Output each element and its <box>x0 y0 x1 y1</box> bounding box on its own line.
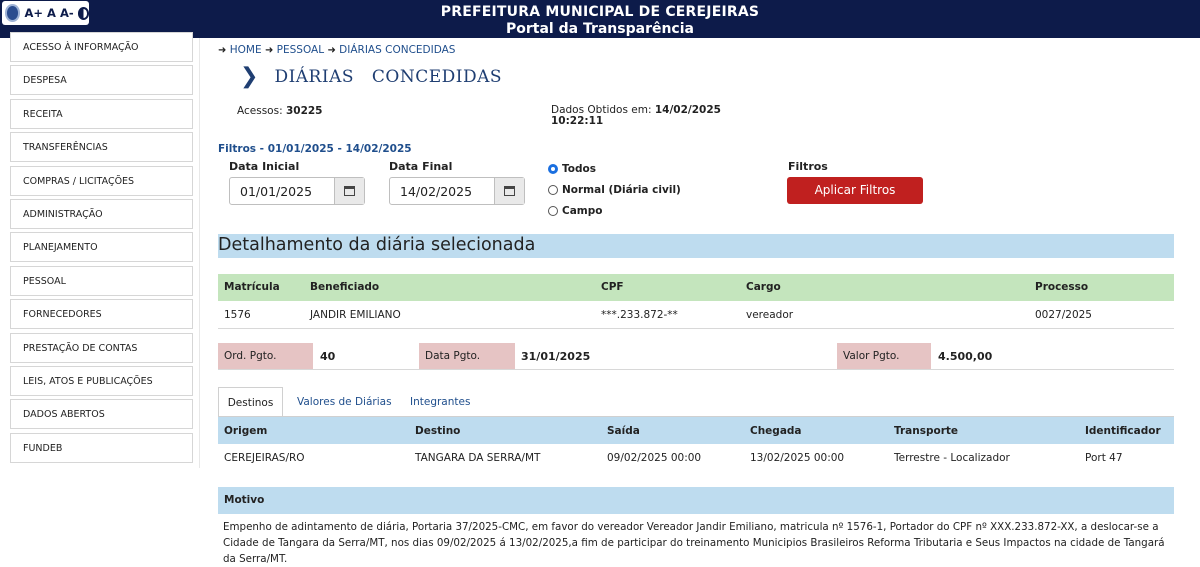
access-count-value: 30225 <box>285 105 323 117</box>
cell-chegada: 13/02/2025 00:00 <box>750 452 845 464</box>
cell-processo: 0027/2025 <box>1035 309 1092 321</box>
radio-todos-label: Todos <box>562 163 596 175</box>
col-transporte: Transporte <box>894 425 959 437</box>
breadcrumb-current[interactable]: DIÁRIAS CONCEDIDAS <box>339 44 456 56</box>
data-pgto-value: 31/01/2025 <box>521 350 591 363</box>
start-date-label: Data Inicial <box>229 160 300 173</box>
divider <box>218 328 1174 329</box>
arrow-right-icon: ➜ <box>218 45 227 56</box>
font-increase-button[interactable]: A+ <box>24 6 44 20</box>
page-title-block <box>240 64 502 89</box>
header-title: PREFEITURA MUNICIPAL DE CEREJEIRAS <box>440 4 760 20</box>
breadcrumb <box>218 44 455 56</box>
cell-identificador: Port 47 <box>1085 452 1123 464</box>
sidebar-item-acesso-informacao[interactable]: ACESSO À INFORMAÇÃO <box>10 32 193 62</box>
apply-filters-button[interactable]: Aplicar Filtros <box>787 177 923 204</box>
col-beneficiado: Beneficiado <box>310 281 380 293</box>
sidebar-item-administracao[interactable]: ADMINISTRAÇÃO <box>10 199 193 229</box>
sidebar-item-fornecedores[interactable]: FORNECEDORES <box>10 299 193 329</box>
start-date-field[interactable] <box>229 177 365 205</box>
ord-pgto-label: Ord. Pgto. <box>218 343 313 369</box>
sidebar-item-dados-abertos[interactable]: DADOS ABERTOS <box>10 399 193 429</box>
detail-heading: Detalhamento da diária selecionada <box>218 234 1174 258</box>
sidebar-item-prestacao-contas[interactable]: PRESTAÇÃO DE CONTAS <box>10 333 193 363</box>
tab-destinos[interactable]: Destinos <box>218 387 283 417</box>
motivo-label: Motivo <box>224 494 265 506</box>
calendar-icon[interactable] <box>494 178 524 204</box>
sidebar-item-fundeb[interactable]: FUNDEB <box>10 433 193 463</box>
access-count-label: Acessos: <box>237 105 283 117</box>
contrast-icon[interactable] <box>78 7 89 20</box>
motivo-header <box>218 487 1174 514</box>
tab-integrantes[interactable]: Integrantes <box>410 396 471 408</box>
radio-unchecked-icon[interactable] <box>548 206 558 216</box>
sidebar-item-leis[interactable]: LEIS, ATOS E PUBLICAÇÕES <box>10 366 193 396</box>
accessibility-bar <box>2 1 89 25</box>
filters-action-label: Filtros <box>788 160 828 173</box>
filters-summary: Filtros - 01/01/2025 - 14/02/2025 <box>218 143 412 155</box>
cell-beneficiado: JANDIR EMILIANO <box>310 309 401 321</box>
radio-campo[interactable] <box>548 205 602 217</box>
tab-bar <box>218 387 1174 417</box>
header-subtitle: Portal da Transparência <box>506 21 694 37</box>
sidebar-item-planejamento[interactable]: PLANEJAMENTO <box>10 232 193 262</box>
valor-pgto-value: 4.500,00 <box>938 350 993 363</box>
cell-matricula: 1576 <box>224 309 251 321</box>
radio-normal[interactable] <box>548 184 681 196</box>
radio-checked-icon[interactable] <box>548 164 558 174</box>
data-timestamp-label: Dados Obtidos em: <box>551 104 652 116</box>
start-date-value[interactable]: 01/01/2025 <box>240 184 313 199</box>
col-matricula: Matrícula <box>224 281 280 293</box>
col-cpf: CPF <box>601 281 624 293</box>
motivo-text: Empenho de adintamento de diária, Portaria 37/2025-CMC, em favor do vereador Vereador Jandir Emiliano, matricula nº 1576-1, Portador do CPF nº XXX.233.872-XX, a deslocar-se a Cidade de Tangara da Serra/MT, nos dias 09/02/2025 á 13/02/2025,a fim de participar do treinamento Municipios Brasileiros Reforma Tributaria e Seus Impactos na cidade de Tangará da Serra/MT. <box>223 521 1165 565</box>
cell-saida: 09/02/2025 00:00 <box>607 452 702 464</box>
col-identificador: Identificador <box>1085 425 1161 437</box>
valor-pgto-label: Valor Pgto. <box>837 343 931 369</box>
sidebar-item-compras[interactable]: COMPRAS / LICITAÇÕES <box>10 166 193 196</box>
chevron-right-icon: ❯ <box>240 64 259 89</box>
col-processo: Processo <box>1035 281 1089 293</box>
destinos-table-header <box>218 417 1174 444</box>
font-normal-button[interactable]: A <box>47 6 56 20</box>
col-chegada: Chegada <box>750 425 802 437</box>
radio-unchecked-icon[interactable] <box>548 185 558 195</box>
col-cargo: Cargo <box>746 281 781 293</box>
data-timestamp-date: 14/02/2025 <box>654 104 721 116</box>
divider <box>218 369 1174 370</box>
cell-cargo: vereador <box>746 309 794 321</box>
sidebar <box>0 38 200 468</box>
font-decrease-button[interactable]: A- <box>59 6 74 20</box>
data-timestamp <box>551 105 721 127</box>
breadcrumb-pessoal[interactable]: PESSOAL <box>276 44 325 56</box>
col-saida: Saída <box>607 425 640 437</box>
col-origem: Origem <box>224 425 268 437</box>
data-pgto-label: Data Pgto. <box>419 343 515 369</box>
accessibility-icon[interactable] <box>5 4 20 22</box>
tab-valores-diarias[interactable]: Valores de Diárias <box>297 396 392 408</box>
radio-normal-label: Normal (Diária civil) <box>562 184 681 196</box>
radio-todos[interactable] <box>548 163 596 175</box>
ord-pgto-value: 40 <box>320 350 336 363</box>
cell-destino: TANGARA DA SERRA/MT <box>415 452 541 464</box>
data-timestamp-time: 10:22:11 <box>551 115 604 127</box>
end-date-value[interactable]: 14/02/2025 <box>400 184 473 199</box>
end-date-field[interactable] <box>389 177 525 205</box>
arrow-right-icon: ➜ <box>327 45 336 56</box>
page-title: DIÁRIAS CONCEDIDAS <box>274 66 503 87</box>
col-destino: Destino <box>415 425 461 437</box>
access-count <box>237 105 322 117</box>
calendar-icon[interactable] <box>334 178 364 204</box>
radio-campo-label: Campo <box>562 205 603 217</box>
cell-cpf: ***.233.872-** <box>601 309 678 321</box>
arrow-right-icon: ➜ <box>264 45 274 56</box>
breadcrumb-home[interactable]: HOME <box>229 44 262 56</box>
end-date-label: Data Final <box>389 160 453 173</box>
cell-transporte: Terrestre - Localizador <box>894 452 1010 464</box>
sidebar-item-despesa[interactable]: DESPESA <box>10 65 193 95</box>
sidebar-item-pessoal[interactable]: PESSOAL <box>10 266 193 296</box>
sidebar-item-receita[interactable]: RECEITA <box>10 99 193 129</box>
sidebar-item-transferencias[interactable]: TRANSFERÊNCIAS <box>10 132 193 162</box>
cell-origem: CEREJEIRAS/RO <box>224 452 305 464</box>
